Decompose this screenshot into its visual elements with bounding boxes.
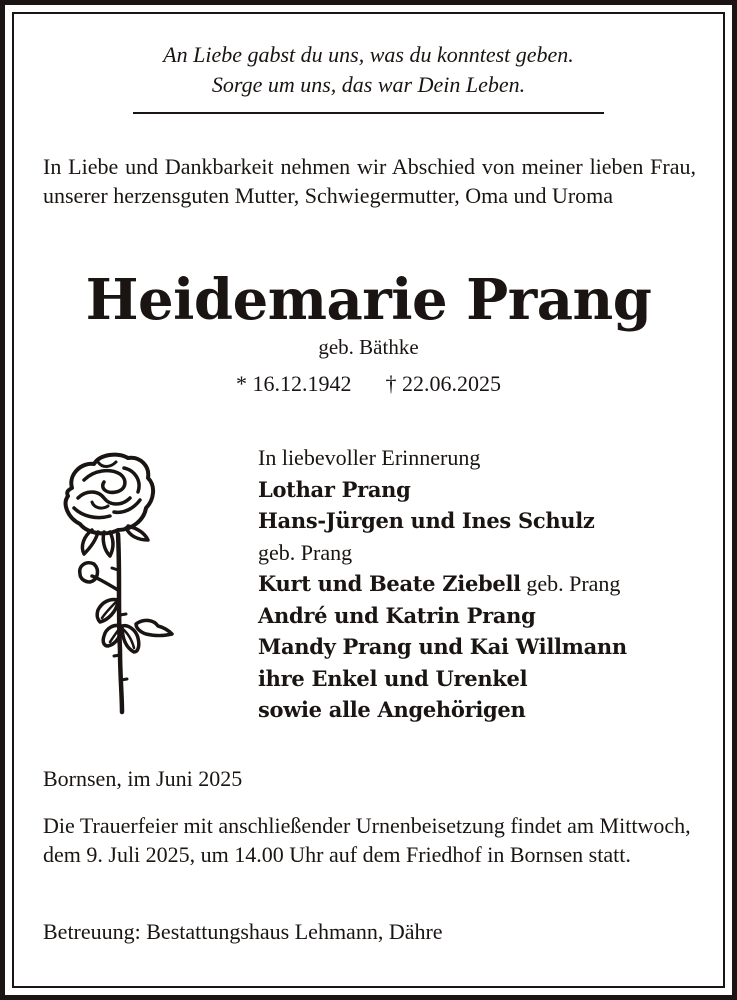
deceased-name: Heidemarie Prang [85, 267, 652, 333]
family-row [258, 537, 698, 569]
family-member-bold: ihre Enkel und Urenkel [258, 665, 528, 691]
family-member-bold: Lothar Prang [258, 476, 411, 502]
family-member-note: geb. Prang [520, 571, 621, 596]
intro-paragraph: In Liebe und Dankbarkeit nehmen wir Abschied von meiner lieben Frau, unserer herzensguten Mutter, Schwiegermutter, Oma und Uroma [43, 154, 696, 208]
birth-date: * 16.12.1942 [236, 371, 352, 396]
motto-line-2: Sorge um uns, das war Dein Leben. [211, 72, 526, 97]
family-row [258, 474, 698, 506]
family-row [258, 568, 698, 600]
motto-line-1: An Liebe gabst du uns, was du konntest geben. [163, 42, 574, 67]
death-date: † 22.06.2025 [385, 371, 501, 396]
maiden-name: geb. Bäthke [318, 335, 419, 359]
family-member-bold: Kurt und Beate Ziebell [258, 571, 521, 596]
life-dates [0, 370, 737, 398]
family-member-note: geb. Prang [258, 539, 353, 565]
motto-verse [0, 40, 737, 100]
family-member-bold: Hans-Jürgen und Ines Schulz [258, 508, 595, 533]
family-row [258, 600, 698, 632]
family-member-bold: André und Katrin Prang [258, 602, 536, 628]
rose-icon [54, 450, 184, 715]
family-row [258, 694, 698, 726]
funeral-home-credit: Betreuung: Bestattungshaus Lehmann, Dähre [43, 919, 443, 944]
family-row [258, 631, 698, 663]
family-member-bold: Mandy Prang und Kai Willmann [258, 634, 627, 659]
ceremony-notice: Die Trauerfeier mit anschließender Urnenbeisetzung findet am Mittwoch, dem 9. Juli 2025, um 14.00 Uhr auf dem Friedhof in Bornsen statt. [43, 813, 691, 867]
divider-line [133, 112, 604, 114]
family-row [258, 663, 698, 695]
family-row [258, 505, 698, 537]
place-date: Bornsen, im Juni 2025 [43, 766, 243, 791]
family-heading: In liebevoller Erinnerung [258, 445, 481, 470]
family-member-bold: sowie alle Angehörigen [258, 697, 526, 722]
family-list [258, 442, 698, 726]
